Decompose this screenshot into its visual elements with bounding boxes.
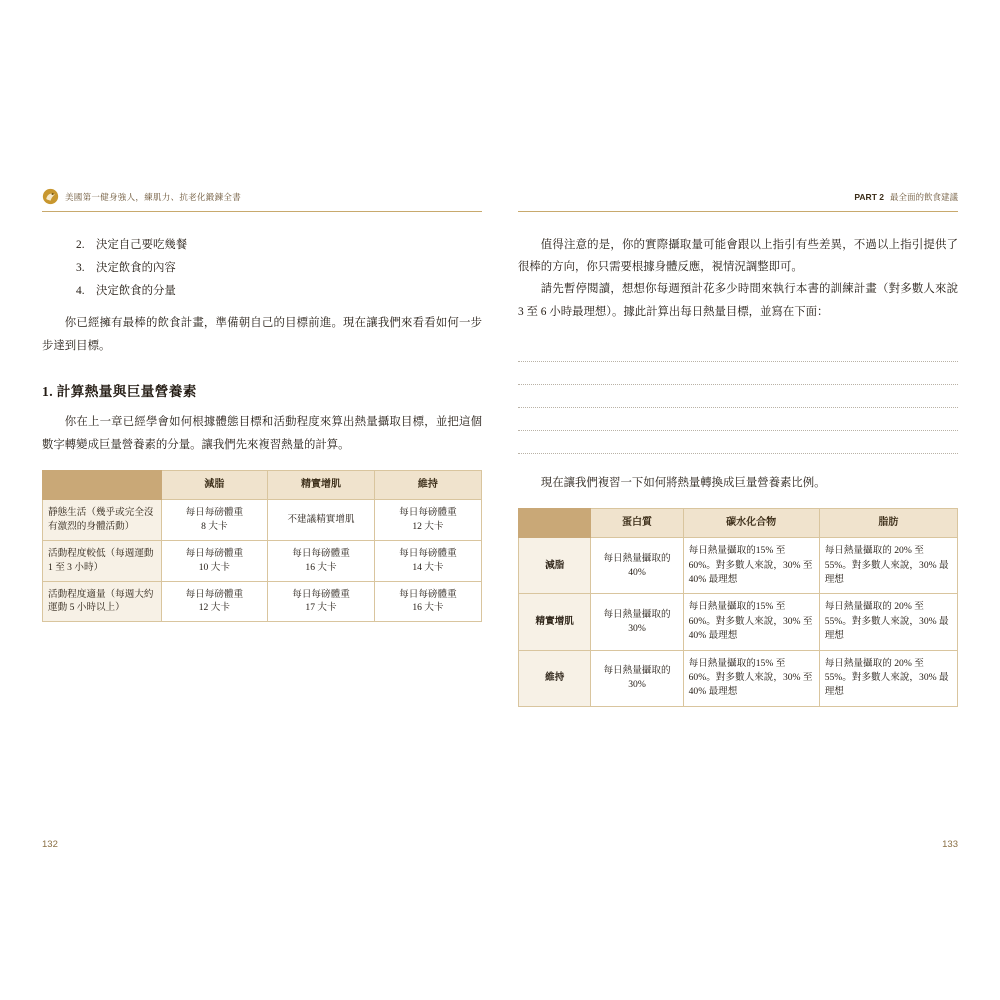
table-cell: 每日每磅體重 17 大卡: [268, 581, 375, 622]
table-row-header: 精實增肌: [519, 594, 591, 650]
list-item-number: 4.: [76, 284, 85, 297]
list-item-label: 決定自己要吃幾餐: [96, 239, 188, 251]
paragraph-note: 值得注意的是，你的實際攝取量可能會跟以上指引有些差異，不過以上指引提供了很棒的方向，你只需要根據身體反應，視情況調整即可。: [518, 239, 958, 274]
page-number-left: 132: [42, 839, 58, 850]
left-page-content: [42, 212, 482, 622]
table-row: [43, 581, 482, 622]
table-cell: 每日熱量攝取的 20% 至 55%。對多數人來說，30% 最理想: [819, 650, 957, 706]
calorie-table: [42, 470, 482, 622]
table-col-header: 蛋白質: [591, 509, 683, 538]
table-cell: 每日每磅體重 16 大卡: [268, 540, 375, 581]
table-row-header: 靜態生活（幾乎或完全沒有激烈的身體活動）: [43, 499, 162, 540]
table-row-header: 維持: [519, 650, 591, 706]
table-cell: 每日熱量攝取的15% 至 60%。對多數人來說，30% 至 40% 最理想: [683, 538, 819, 594]
paragraph-exercise: 請先暫停閱讀，想想你每週預計花多少時間來執行本書的訓練計畫（對多數人來說 3 至 6 小時最理想）。據此計算出每日熱量目標，並寫在下面：: [518, 283, 958, 318]
paragraph-intro: 你已經擁有最棒的飲食計畫，準備朝自己的目標前進。現在讓我們來看看如何一步步達到目標。: [42, 317, 482, 352]
table-header-row: [43, 470, 482, 499]
table-cell: 每日熱量攝取的15% 至 60%。對多數人來說，30% 至 40% 最理想: [683, 594, 819, 650]
left-page: [42, 185, 482, 850]
writing-line[interactable]: [518, 408, 958, 431]
table-row: [43, 499, 482, 540]
table-cell: 不建議精實增肌: [268, 499, 375, 540]
table-header-row: [519, 509, 958, 538]
table-row-header: 活動程度較低（每週運動 1 至 3 小時）: [43, 540, 162, 581]
table-row: [519, 538, 958, 594]
table-cell: 每日熱量攝取的 30%: [591, 594, 683, 650]
table-col-header: 減脂: [161, 470, 268, 499]
table-col-header: 維持: [374, 470, 481, 499]
list-item: [76, 280, 482, 303]
list-item-label: 決定飲食的分量: [96, 284, 176, 297]
list-item-number: 3.: [76, 261, 85, 274]
table-cell: 每日每磅體重 16 大卡: [374, 581, 481, 622]
table-col-header: 精實增肌: [268, 470, 375, 499]
table-row: [519, 650, 958, 706]
macronutrient-table: [518, 508, 958, 707]
running-head-part-number: PART 2: [854, 192, 884, 202]
running-head-right: [518, 185, 958, 212]
right-page-content: [518, 212, 958, 707]
running-head-part-label: [854, 192, 884, 202]
book-logo-icon: [42, 188, 59, 205]
list-item-number: 2.: [76, 239, 85, 251]
table-cell: 每日熱量攝取的 40%: [591, 538, 683, 594]
writing-line[interactable]: [518, 431, 958, 454]
table-row: [519, 594, 958, 650]
list-item-label: 決定飲食的內容: [96, 261, 176, 274]
table-corner-cell: [43, 470, 162, 499]
running-head-left-text: 美國第一健身強人，練肌力、抗老化鍛鍊全書: [65, 192, 242, 202]
section-title: 1. 計算熱量與巨量營養素: [42, 383, 197, 399]
paragraph-review: 現在讓我們複習一下如何將熱量轉換成巨量營養素比例。: [540, 476, 826, 489]
right-page: [518, 185, 958, 850]
table-col-header: 脂肪: [819, 509, 957, 538]
table-col-header: 碳水化合物: [683, 509, 819, 538]
ordered-list: [42, 234, 482, 302]
running-head-right-title: 最全面的飲食建議: [889, 192, 958, 202]
table-cell: 每日熱量攝取的15% 至 60%。對多數人來說，30% 至 40% 最理想: [683, 650, 819, 706]
table-cell: 每日每磅體重 8 大卡: [161, 499, 268, 540]
table-cell: 每日熱量攝取的 30%: [591, 650, 683, 706]
table-cell: 每日每磅體重 12 大卡: [374, 499, 481, 540]
writing-lines: [518, 339, 958, 454]
table-cell: 每日每磅體重 12 大卡: [161, 581, 268, 622]
table-cell: 每日熱量攝取的 20% 至 55%。對多數人來說，30% 最理想: [819, 538, 957, 594]
writing-line[interactable]: [518, 385, 958, 408]
writing-line[interactable]: [518, 339, 958, 362]
table-corner-cell: [519, 509, 591, 538]
table-row: [43, 540, 482, 581]
writing-line[interactable]: [518, 362, 958, 385]
list-item: [76, 257, 482, 280]
table-cell: 每日每磅體重 14 大卡: [374, 540, 481, 581]
list-item: [76, 234, 482, 257]
paragraph-section-body: 你在上一章已經學會如何根據體態目標和活動程度來算出熱量攝取目標，並把這個數字轉變成巨量營養素的分量。讓我們先來複習熱量的計算。: [42, 416, 482, 451]
running-head-left: [42, 185, 482, 212]
table-cell: 每日熱量攝取的 20% 至 55%。對多數人來說，30% 最理想: [819, 594, 957, 650]
table-row-header: 減脂: [519, 538, 591, 594]
table-cell: 每日每磅體重 10 大卡: [161, 540, 268, 581]
table-row-header: 活動程度適量（每週大約運動 5 小時以上）: [43, 581, 162, 622]
page-number-right: 133: [942, 839, 958, 850]
